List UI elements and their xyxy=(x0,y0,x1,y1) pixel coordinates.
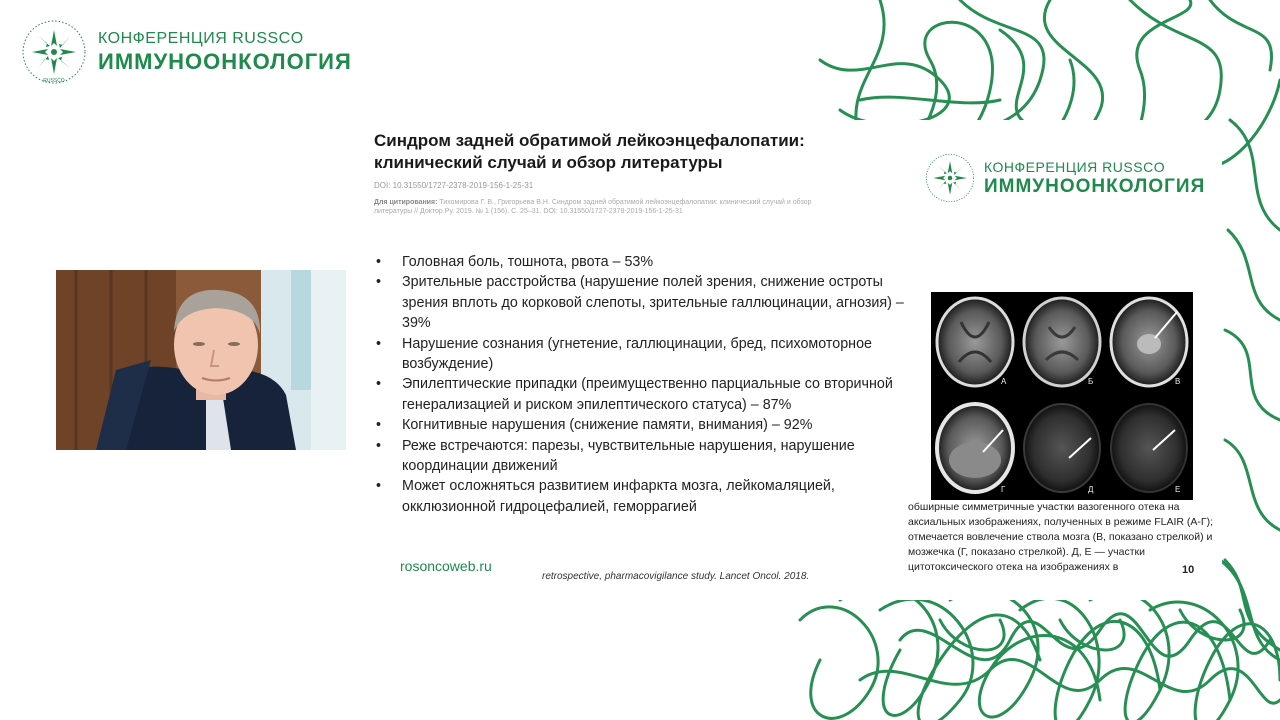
list-item: • Зрительные расстройства (нарушение полей зрения, снижение остроты зрения вплоть до корковой слепоты, зрительные галлюцинации, агнозия) – 39% xyxy=(374,272,904,333)
logo-caption: RUSSCO xyxy=(43,78,65,84)
conference-title: ИММУНООНКОЛОГИЯ xyxy=(98,49,352,74)
mri-caption: обширные симметричные участки вазогенного отека на аксиальных изображениях, полученных в режиме FLAIR (А-Г); отмечается вовлечение ствола мозга (В, показано стрелкой) и мозжечка (Г, показано стрелкой). Д, Е — участки цитотоксического отека на изображениях в xyxy=(908,501,1213,573)
russco-logo-icon xyxy=(924,152,976,204)
citation-text: Тихомирова Г. В., Григорьева В.Н. Синдром задней обратимой лейкоэнцефалопатии: клинический случай и обзор литературы // Доктор.Ру. 2019. № 1 (156). С. 25–31. DOI: 10.31550/1727-2378-2019-156-1-25-31 xyxy=(374,199,812,215)
slide-title: Синдром задней обратимой лейкоэнцефалопатии: клинический случай и обзор литературы xyxy=(374,131,805,172)
list-item: • Может осложняться развитием инфаркта мозга, лейкомаляцией, окклюзионной гидроцефалией, геморрагией xyxy=(374,476,904,517)
list-item: • Нарушение сознания (угнетение, галлюцинации, бред, психомоторное возбуждение) xyxy=(374,334,904,375)
list-item: • Когнитивные нарушения (снижение памяти, внимания) – 92% xyxy=(374,415,904,435)
slide-conference-title: ИММУНООНКОЛОГИЯ xyxy=(984,176,1206,197)
list-item: • Головная боль, тошнота, рвота – 53% xyxy=(374,252,904,272)
page-number: 10 xyxy=(1182,564,1195,576)
slide-conference-brand xyxy=(924,152,1205,204)
mri-label: Е xyxy=(1175,485,1181,494)
mri-scan-image xyxy=(931,292,1193,500)
slide-doi: DOI: 10.31550/1727-2378-2019-156-1-25-31 xyxy=(374,181,534,190)
mri-label: А xyxy=(1001,377,1007,386)
slide-conference-name: КОНФЕРЕНЦИЯ RUSSCO xyxy=(984,159,1166,175)
mri-label: Д xyxy=(1088,485,1094,494)
conference-brand xyxy=(20,18,352,86)
mri-label: Б xyxy=(1088,377,1094,386)
reference-fragment: retrospective, pharmacovigilance study. Lancet Oncol. 2018. xyxy=(542,571,810,582)
presentation-slide xyxy=(370,120,1222,600)
list-item: • Реже встречаются: парезы, чувствительные нарушения, нарушение координации движений xyxy=(374,436,904,477)
presenter-webcam-video xyxy=(56,270,346,450)
symptom-list xyxy=(374,252,904,517)
mri-label: Г xyxy=(1001,485,1006,494)
russco-logo-icon xyxy=(20,18,88,86)
conference-name: КОНФЕРЕНЦИЯ RUSSCO xyxy=(98,30,304,47)
list-item: • Эпилептические припадки (преимущественно парциальные со вторичной генерализацией и риском эпилептического статуса) – 87% xyxy=(374,374,904,415)
citation-label: Для цитирования: xyxy=(374,199,438,206)
presenter-video-icon xyxy=(56,270,346,450)
slide-citation xyxy=(374,198,814,216)
mri-label: В xyxy=(1175,377,1181,386)
website-link: rosoncoweb.ru xyxy=(400,558,492,574)
